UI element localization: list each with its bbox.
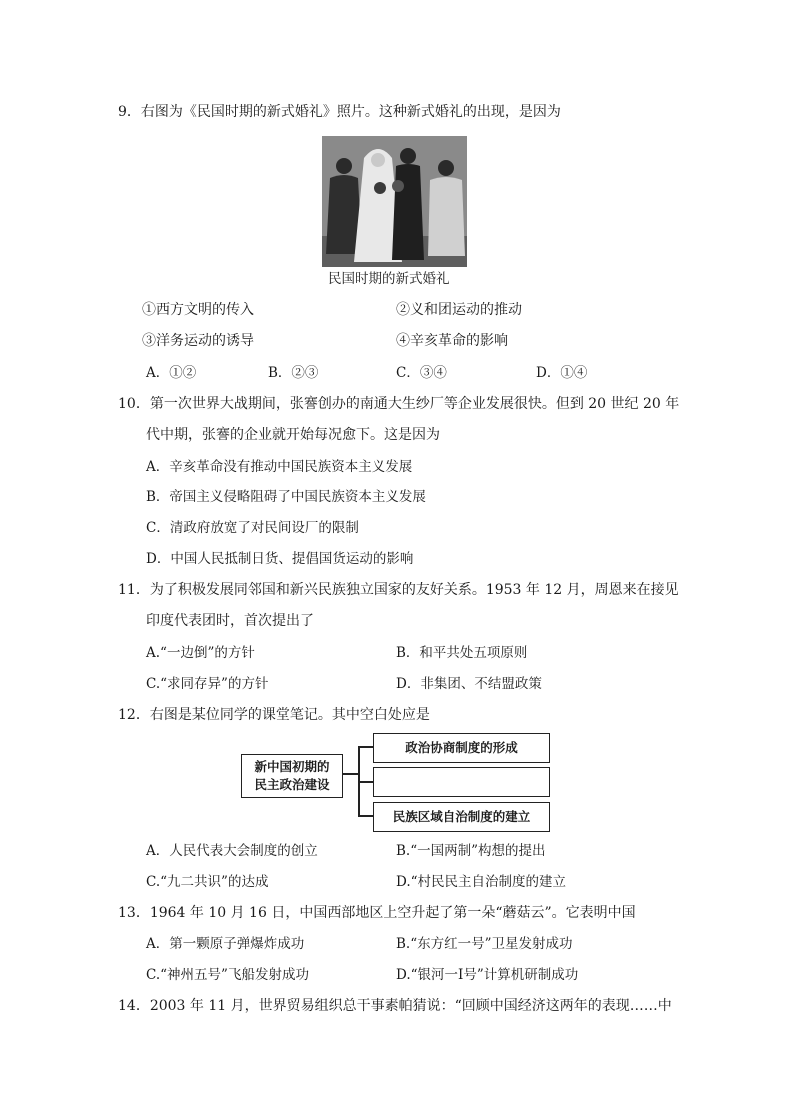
q11-option-d[interactable]: D．非集团、不结盟政策 <box>396 676 542 692</box>
connector-bottom <box>358 815 374 817</box>
diagram-main-line1: 新中国初期的 <box>254 759 330 774</box>
q9-option-a[interactable]: A．①② <box>146 365 197 381</box>
diagram-branch-bottom: 民族区域自治制度的建立 <box>373 802 550 832</box>
q9-item-3: ③洋务运动的诱导 <box>142 333 254 349</box>
q9-item-1: ①西方文明的传入 <box>142 302 254 318</box>
q9-item-2: ②义和团运动的推动 <box>396 302 522 318</box>
q12-option-a[interactable]: A．人民代表大会制度的创立 <box>146 843 318 859</box>
q11-stem-line1: 11．为了积极发展同邻国和新兴民族独立国家的友好关系。1953 年 12 月，周恩来在接见 <box>118 582 679 598</box>
q9-option-d[interactable]: D．①④ <box>536 365 588 381</box>
q12-option-d[interactable]: D.“村民民主自治制度的建立 <box>396 874 567 890</box>
q12-option-c[interactable]: C.“九二共识”的达成 <box>146 874 269 890</box>
connector-main <box>343 773 359 775</box>
q9-stem: 9．右图为《民国时期的新式婚礼》照片。这种新式婚礼的出现，是因为 <box>118 104 561 120</box>
q9-option-b[interactable]: B．②③ <box>268 365 319 381</box>
q12-stem: 12．右图是某位同学的课堂笔记。其中空白处应是 <box>118 707 430 723</box>
wedding-photo <box>322 136 467 267</box>
q12-option-b[interactable]: B.“一国两制”构想的提出 <box>396 843 546 859</box>
q14-stem: 14．2003 年 11 月，世界贸易组织总干事素帕猜说：“回顾中国经济这两年的表现……中 <box>118 998 672 1014</box>
q9-item-4: ④辛亥革命的影响 <box>396 333 508 349</box>
q10-option-b[interactable]: B．帝国主义侵略阻碍了中国民族资本主义发展 <box>146 489 426 505</box>
diagram-branch-blank <box>373 767 550 797</box>
diagram-main-box <box>241 754 343 798</box>
q9-option-c[interactable]: C．③④ <box>396 365 447 381</box>
q10-option-d[interactable]: D．中国人民抵制日货、提倡国货运动的影响 <box>146 551 414 567</box>
diagram-main-line2: 民主政治建设 <box>254 777 330 792</box>
wedding-photo-figures <box>322 136 467 267</box>
q13-option-a[interactable]: A．第一颗原子弹爆炸成功 <box>146 936 305 952</box>
diagram-branch-top: 政治协商制度的形成 <box>373 733 550 763</box>
q11-stem-line2: 印度代表团时，首次提出了 <box>146 613 314 629</box>
q13-option-d[interactable]: D.“银河一Ⅰ号”计算机研制成功 <box>396 967 579 983</box>
q11-option-c[interactable]: C.“求同存异”的方针 <box>146 676 269 692</box>
q13-option-c[interactable]: C.“神州五号”飞船发射成功 <box>146 967 309 983</box>
q11-option-b[interactable]: B．和平共处五项原则 <box>396 645 528 661</box>
connector-top <box>358 746 374 748</box>
q10-stem-line2: 代中期，张謇的企业就开始每况愈下。这是因为 <box>146 427 440 443</box>
q13-option-b[interactable]: B.“东方红一号”卫星发射成功 <box>396 936 573 952</box>
q10-stem-line1: 10．第一次世界大战期间，张謇创办的南通大生纱厂等企业发展很快。但到 20 世纪 20 年 <box>118 396 680 412</box>
photo-caption: 民国时期的新式婚礼 <box>328 271 450 287</box>
q10-option-a[interactable]: A．辛亥革命没有推动中国民族资本主义发展 <box>146 459 413 475</box>
q10-option-c[interactable]: C．清政府放宽了对民间设厂的限制 <box>146 520 359 536</box>
q11-option-a[interactable]: A.“一边倒”的方针 <box>146 645 255 661</box>
connector-middle <box>358 781 374 783</box>
q13-stem: 13．1964 年 10 月 16 日，中国西部地区上空升起了第一朵“蘑菇云”。它表明中国 <box>118 905 636 921</box>
